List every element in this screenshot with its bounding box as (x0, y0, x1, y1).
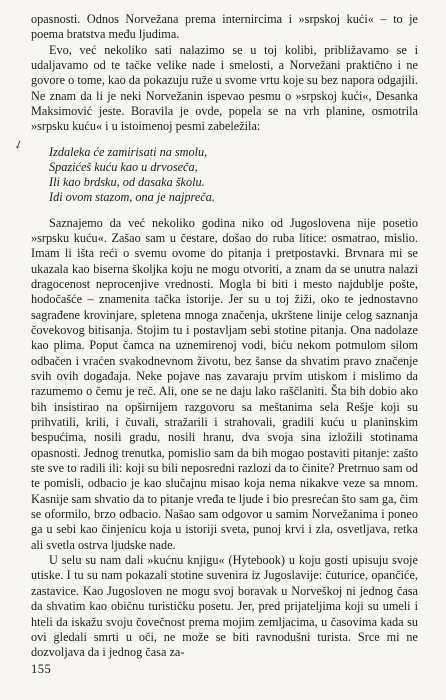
page-number: 155 (31, 662, 52, 676)
poem-line: Izdaleka će zamirisati na smolu, (49, 144, 208, 159)
page-text (31, 12, 418, 661)
poem-line: Ili kao brdsku, od dasaka školu. (49, 175, 205, 190)
poem-line: Spazićeš kuću kao u drvoseča, (49, 159, 198, 174)
paragraph-3: Saznajemo da već nekoliko godina niko od Jugoslovena nije posetio »srpsku kuću«. Zašao sam u čestare, došao do ruba litice: osmatrao, mislio. Imam li išta reći o svemu ovome do pitanja i pretpostavki. Brvnara mi se ukazala kao biserna školjka koju ne mogu otvoriti, a znam da se unutra nalazi dragocenost neprocenjive vrednosti. Mogla bi biti i mesto najdublje pošte, hodočašće – znamenita tačka istorije. Jer su u toj žiži, oko te jednostavno sagrađene krovinjare, spletena mnoga značenja, ukrštene linije celog saznanja čovekovog bitisanja. Stojim tu i postavljam sebi stotine pitanja. Ona nadolaze kao plima. Poput čamca na uznemirenoj vodi, biću nekom potmulom silom odbačen i vraćen svakodnevnom životu, bez šanse da shvatim pravo značenje svih ovih događaja. Neke pojave nas zavaraju prvim utiskom i mislimo da razumemo o čemu je reč. Ali, one se ne daju lako raščlaniti. Šta bih dobio ako bih insistirao na opširnijem razgovoru sa meštanima sela Rešje koji su prihvatili, krili, i čuvali, stražarili i strahovali, gradili kuću u planinskim bespućima, nosili gradu, nosili hranu, dva svoja sina izložili stotinama opasnosti. Jednog trenutka, pomislio sam da bih mogao postaviti pitanje: zašto ste sve to radili ili: koji su bili neposredni razlozi da to činite? Pretrnuo sam od te pomisli, odbacio je kao slučajnu misao koja nema nikakve veze sa mnom. Kasnije sam shvatio da to pitanje vređa te ljude i bio presrećan što sam ga, čim se oformilo, brzo odbacio. Našao sam odgovor u samim Norvežanima i poneo ga u sebi kao činjenicu koja u istoriji sveta, punoj krvi i zla, osvetljava, retka ali svetla ostrva ljudske nade. (31, 215, 418, 552)
paragraph-4: U selu su nam dali »kućnu knjigu« (Hytebook) u koju gosti upisuju svoje utiske. I tu su nam pokazali stotine suvenira iz Jugoslavije: čuturice, opančiće, zastavice. Kao Jugosloven ne mogu svoj boravak u Norveškoj ni jednog časa da shvatim kao običnu turističku posetu. Jer, pred prijateljima koji su umeli i hteli da iskažu svoju čovečnost prema mojim zemljacima, u časovima kada su ovi gledali smrti u oči, ne može se biti ravnodušni turista. Srce mi ne dozvoljava da i jednog časa za- (31, 553, 418, 660)
paragraph-2: Evo, već nekoliko sati nalazimo se u toj kolibi, približavamo se i udaljavamo od te tačke velike nade i smelosti, a Norvežani praktično i ne govore o tome, kao da pokazuju ruže u svome vrtu koje su bez napora odgajili. Ne znam da li je neki Norvežanin ispevao pesmu o »srpskoj kući«, Desanka Maksimović jeste. Boravila je ovde, popela se na vrh planine, osmotrila »srpsku kuću« i u istoimenoj pesmi zabeležila: (31, 42, 418, 134)
poem-quote (49, 145, 418, 206)
paragraph-1: opasnosti. Odnos Norvežana prema internircima i »srpskoj kući« – to je poema bratstva među ljudima. (31, 12, 418, 42)
margin-pen-mark: ↙ (12, 137, 26, 153)
poem-line: Idi ovom stazom, ona je najpreča. (49, 190, 215, 205)
